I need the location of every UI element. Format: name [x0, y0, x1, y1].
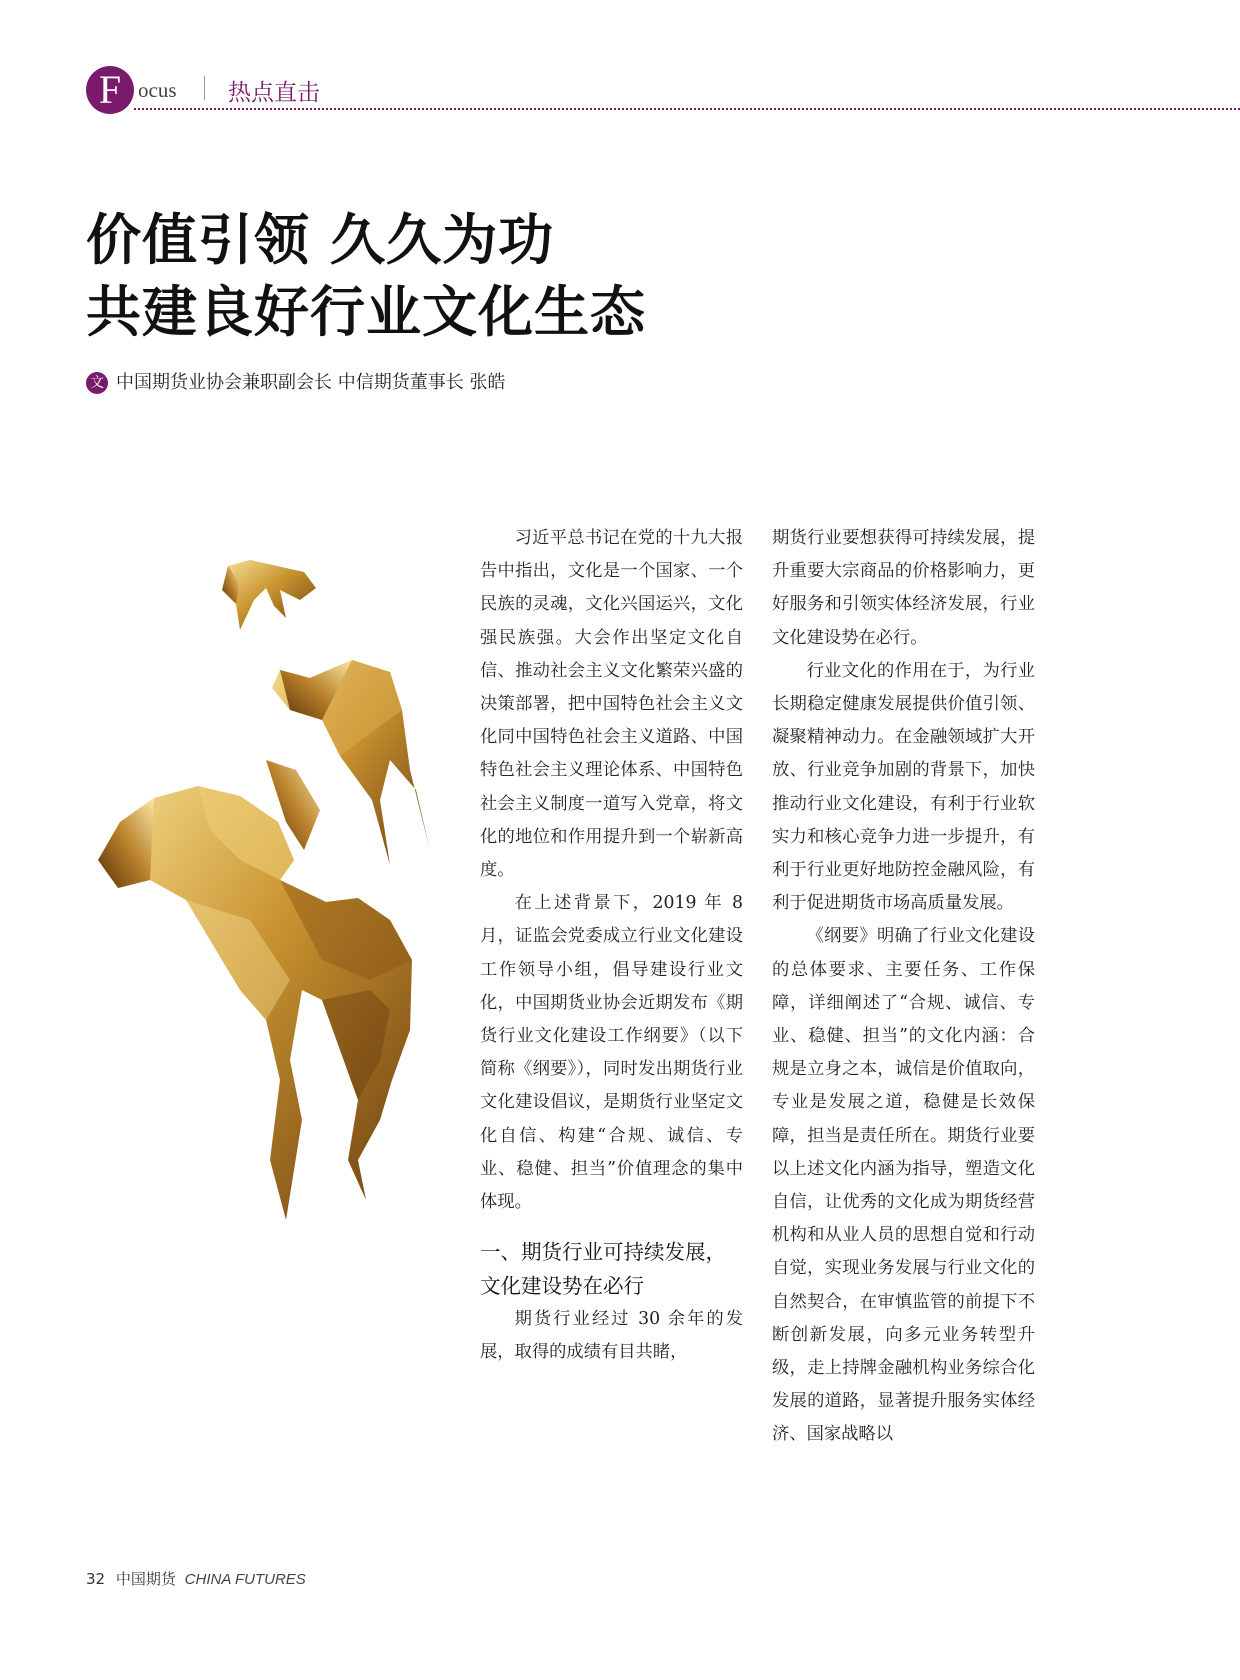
- paragraph-continued: 期货行业要想获得可持续发展，提升重要大宗商品的价格影响力，更好服务和引领实体经济发展，行业文化建设势在必行。: [772, 528, 1035, 648]
- byline-text: 中国期货业协会兼职副会长 中信期货董事长 张皓: [116, 372, 506, 393]
- paragraph: 《纲要》明确了行业文化建设的总体要求、主要任务、工作保障，详细阐述了“合规、诚信、专业、稳健、担当”的文化内涵：合规是立身之本，诚信是价值取向，专业是发展之道，稳健是长效保障，担当是责任所在。期货行业要以上述文化内涵为指导，塑造文化自信，让优秀的文化成为期货经营机构和从业人员的思想自觉和行动自觉，实现业务发展与行业文化的自然契合，在审慎监管的前提下不断创新发展，向多元业务转型升级，走上持牌金融机构业务综合化发展的道路，显著提升服务实体经济、国家战略以: [772, 926, 1035, 1445]
- text-column-1: [480, 522, 743, 1370]
- golden-horses-illustration: [90, 560, 460, 1260]
- author-badge-icon: 文: [86, 372, 108, 394]
- title-line-1: 价值引领 久久为功: [86, 208, 555, 272]
- page-header: [86, 66, 1240, 114]
- focus-logo-icon: F: [86, 66, 134, 114]
- paragraph: 期货行业经过 30 余年的发展，取得的成绩有目共睹，: [480, 1309, 743, 1363]
- section-heading: 一、期货行业可持续发展，文化建设势在必行: [480, 1240, 726, 1299]
- text-column-2: [772, 522, 1035, 1452]
- title-line-2: 共建良好行业文化生态: [86, 280, 647, 344]
- paragraph: 习近平总书记在党的十九大报告中指出，文化是一个国家、一个民族的灵魂，文化兴国运兴，文化强民族强。大会作出坚定文化自信、推动社会主义文化繁荣兴盛的决策部署，把中国特色社会主义文化同中国特色社会主义道路、中国特色社会主义理论体系、中国特色社会主义制度一道写入党章，将文化的地位和作用提升到一个崭新高度。: [480, 528, 743, 881]
- article-title: [86, 204, 646, 348]
- header-dotted-rule: [134, 108, 1240, 110]
- large-horse-shape: [98, 760, 412, 1220]
- focus-label: ocus: [138, 78, 177, 102]
- magazine-name: 中国期货: [115, 1570, 176, 1588]
- section-name: 热点直击: [228, 80, 320, 106]
- header-separator: [204, 76, 205, 100]
- paragraph: 行业文化的作用在于，为行业长期稳定健康发展提供价值引领、凝聚精神动力。在金融领域扩大开放、行业竞争加剧的背景下，加快推动行业文化建设，有利于行业软实力和核心竞争力进一步提升，有利于行业更好地防控金融风险，有利于促进期货市场高质量发展。: [772, 660, 1035, 914]
- horses-graphic: [90, 560, 460, 1260]
- small-horse-shape: [222, 560, 316, 630]
- magazine-name-en: CHINA FUTURES: [184, 1571, 306, 1588]
- paragraph: 在上述背景下，2019 年 8 月，证监会党委成立行业文化建设工作领导小组，倡导建设行业文化，中国期货业协会近期发布《期货行业文化建设工作纲要》（以下简称《纲要》），同时发出期货行业文化建设倡议，是期货行业坚定文化自信、构建“合规、诚信、专业、稳健、担当”价值理念的集中体现。: [480, 893, 743, 1213]
- byline: [86, 368, 505, 394]
- page-footer: [86, 1568, 306, 1589]
- page-number: 32: [86, 1570, 106, 1588]
